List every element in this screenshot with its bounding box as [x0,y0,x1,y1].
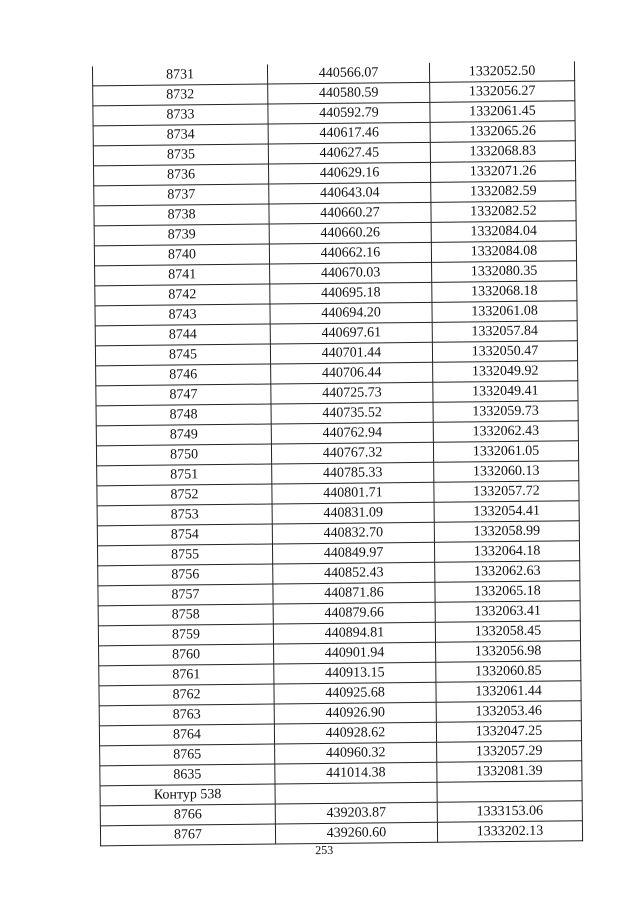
x-coordinate-cell: 440832.70 [272,522,434,544]
y-coordinate-cell: 1332071.26 [430,161,575,183]
x-coordinate-cell: 440879.66 [273,602,435,624]
point-number-cell: 8747 [96,384,271,406]
point-number-cell: 8760 [99,644,274,666]
y-coordinate-cell: 1332060.85 [436,661,581,683]
x-coordinate-cell: 440566.07 [267,63,429,84]
point-number-cell: 8756 [98,564,273,586]
point-number-cell: 8767 [100,824,275,846]
point-number-cell: 8743 [95,304,270,326]
x-coordinate-cell: 440735.52 [271,402,433,424]
y-coordinate-cell: 1332082.52 [431,201,576,223]
y-coordinate-cell: 1332049.92 [433,361,578,383]
x-coordinate-cell: 440670.03 [270,262,432,284]
point-number-cell: 8746 [96,364,271,386]
y-coordinate-cell: 1332063.41 [435,601,580,623]
point-number-cell: 8635 [100,764,275,786]
y-coordinate-cell: 1332084.04 [431,221,576,243]
y-coordinate-cell: 1332053.46 [436,701,581,723]
point-number-cell: 8749 [96,424,271,446]
y-coordinate-cell: 1332058.45 [435,621,580,643]
point-number-cell: 8731 [92,65,267,86]
point-number-cell: 8750 [96,444,271,466]
y-coordinate-cell: 1332057.84 [432,321,577,343]
point-number-cell: 8734 [93,124,268,146]
y-coordinate-cell: 1332080.35 [432,261,577,283]
x-coordinate-cell: 439203.87 [275,802,437,824]
x-coordinate-cell: 440901.94 [274,642,436,664]
x-coordinate-cell: 440762.94 [271,422,433,444]
point-number-cell: Контур 538 [100,784,275,806]
point-number-cell: 8740 [94,244,269,266]
point-number-cell: 8757 [98,584,273,606]
y-coordinate-cell: 1332061.08 [432,301,577,323]
y-coordinate-cell: 1332060.13 [434,461,579,483]
x-coordinate-cell: 440580.59 [268,82,430,104]
y-coordinate-cell: 1332061.05 [433,441,578,463]
x-coordinate-cell: 440697.61 [270,322,432,344]
point-number-cell: 8755 [97,544,272,566]
point-number-cell: 8753 [97,504,272,526]
y-coordinate-cell: 1332059.73 [433,401,578,423]
x-coordinate-cell: 440926.90 [274,702,436,724]
y-coordinate-cell: 1332054.41 [434,501,579,523]
y-coordinate-cell: 1332082.59 [431,181,576,203]
y-coordinate-cell: 1332065.26 [430,121,575,143]
x-coordinate-cell: 440643.04 [269,182,431,204]
point-number-cell: 8752 [97,484,272,506]
x-coordinate-cell: 440785.33 [272,462,434,484]
y-coordinate-cell: 1333153.06 [437,801,582,823]
point-number-cell: 8741 [95,264,270,286]
y-coordinate-cell: 1332084.08 [431,241,576,263]
x-coordinate-cell: 440694.20 [270,302,432,324]
x-coordinate-cell: 439260.60 [275,822,437,844]
y-coordinate-cell: 1332064.18 [434,541,579,563]
x-coordinate-cell [275,782,437,804]
y-coordinate-cell [437,781,582,803]
point-number-cell: 8748 [96,404,271,426]
x-coordinate-cell: 440629.16 [269,162,431,184]
x-coordinate-cell: 440627.45 [268,142,430,164]
y-coordinate-cell: 1332056.98 [436,641,581,663]
point-number-cell: 8744 [95,324,270,346]
x-coordinate-cell: 440767.32 [271,442,433,464]
x-coordinate-cell: 440725.73 [271,382,433,404]
point-number-cell: 8732 [93,84,268,106]
x-coordinate-cell: 440592.79 [268,102,430,124]
x-coordinate-cell: 440849.97 [272,542,434,564]
x-coordinate-cell: 440701.44 [270,342,432,364]
y-coordinate-cell: 1332057.72 [434,481,579,503]
point-number-cell: 8736 [94,164,269,186]
x-coordinate-cell: 440801.71 [272,482,434,504]
x-coordinate-cell: 440695.18 [270,282,432,304]
x-coordinate-cell: 441014.38 [275,762,437,784]
point-number-cell: 8762 [99,684,274,706]
point-number-cell: 8739 [94,224,269,246]
x-coordinate-cell: 440617.46 [268,122,430,144]
point-number-cell: 8765 [100,744,275,766]
point-number-cell: 8751 [97,464,272,486]
y-coordinate-cell: 1333202.13 [437,821,582,843]
y-coordinate-cell: 1332061.44 [436,681,581,703]
x-coordinate-cell: 440852.43 [273,562,435,584]
point-number-cell: 8761 [99,664,274,686]
y-coordinate-cell: 1332062.43 [433,421,578,443]
point-number-cell: 8763 [99,704,274,726]
y-coordinate-cell: 1332068.83 [430,141,575,163]
x-coordinate-cell: 440894.81 [273,622,435,644]
point-number-cell: 8737 [94,184,269,206]
x-coordinate-cell: 440871.86 [273,582,435,604]
y-coordinate-cell: 1332068.18 [432,281,577,303]
x-coordinate-cell: 440660.27 [269,202,431,224]
x-coordinate-cell: 440660.26 [269,222,431,244]
x-coordinate-cell: 440662.16 [269,242,431,264]
point-number-cell: 8733 [93,104,268,126]
point-number-cell: 8742 [95,284,270,306]
point-number-cell: 8758 [98,604,273,626]
y-coordinate-cell: 1332081.39 [437,761,582,783]
point-number-cell: 8738 [94,204,269,226]
y-coordinate-cell: 1332058.99 [434,521,579,543]
page-number: 253 [315,842,334,858]
x-coordinate-cell: 440960.32 [275,742,437,764]
y-coordinate-cell: 1332050.47 [432,341,577,363]
point-number-cell: 8735 [93,144,268,166]
y-coordinate-cell: 1332057.29 [437,741,582,763]
x-coordinate-cell: 440928.62 [274,722,436,744]
y-coordinate-cell: 1332062.63 [435,561,580,583]
y-coordinate-cell: 1332065.18 [435,581,580,603]
x-coordinate-cell: 440831.09 [272,502,434,524]
x-coordinate-cell: 440706.44 [271,362,433,384]
y-coordinate-cell: 1332061.45 [430,101,575,123]
point-number-cell: 8754 [97,524,272,546]
coordinates-table [92,61,583,846]
x-coordinate-cell: 440913.15 [274,662,436,684]
point-number-cell: 8766 [100,804,275,826]
point-number-cell: 8745 [95,344,270,366]
point-number-cell: 8759 [98,624,273,646]
y-coordinate-cell: 1332052.50 [429,61,574,82]
coordinates-table-body [92,61,582,846]
y-coordinate-cell: 1332056.27 [430,81,575,103]
point-number-cell: 8764 [99,724,274,746]
x-coordinate-cell: 440925.68 [274,682,436,704]
y-coordinate-cell: 1332049.41 [433,381,578,403]
y-coordinate-cell: 1332047.25 [436,721,581,743]
